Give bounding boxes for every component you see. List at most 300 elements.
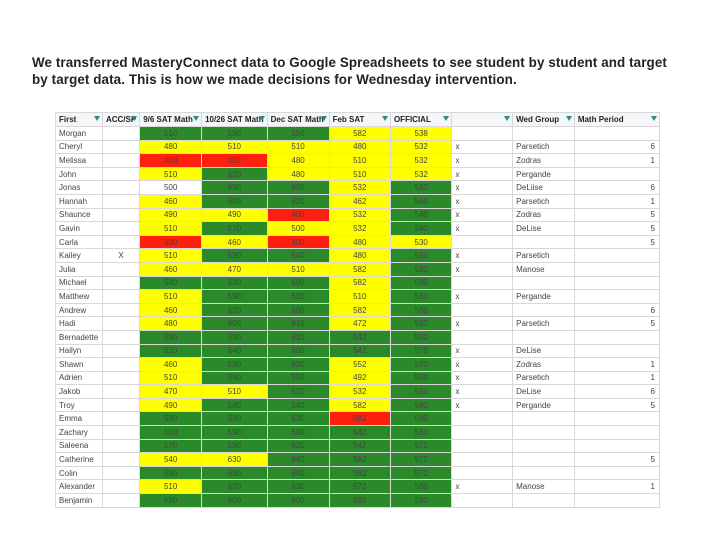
score-cell[interactable]: 590 <box>202 412 268 426</box>
wed-group-cell[interactable] <box>513 276 575 290</box>
score-cell[interactable]: 400 <box>140 235 202 249</box>
score-cell[interactable]: 550 <box>267 127 329 141</box>
score-cell[interactable]: 532 <box>329 222 390 236</box>
math-period-cell[interactable]: 6 <box>574 385 659 399</box>
intervention-mark-cell[interactable]: x <box>452 385 513 399</box>
math-period-cell[interactable] <box>574 412 659 426</box>
score-cell[interactable]: 480 <box>329 235 390 249</box>
score-cell[interactable]: 552 <box>329 358 390 372</box>
student-name-cell[interactable]: John <box>56 167 103 181</box>
accommodation-cell[interactable] <box>102 222 139 236</box>
math-period-cell[interactable]: 5 <box>574 235 659 249</box>
score-cell[interactable]: 510 <box>267 140 329 154</box>
score-cell[interactable]: 590 <box>140 412 202 426</box>
score-cell[interactable]: 480 <box>329 249 390 263</box>
intervention-mark-cell[interactable]: x <box>452 371 513 385</box>
accommodation-cell[interactable] <box>102 290 139 304</box>
score-cell[interactable]: 540 <box>202 398 268 412</box>
score-cell[interactable]: 630 <box>267 480 329 494</box>
column-header[interactable] <box>329 113 390 127</box>
score-cell[interactable]: 470 <box>202 262 268 276</box>
score-cell[interactable]: 582 <box>329 262 390 276</box>
accommodation-cell[interactable] <box>102 466 139 480</box>
score-cell[interactable]: 510 <box>140 167 202 181</box>
accommodation-cell[interactable] <box>102 453 139 467</box>
score-cell[interactable]: 550 <box>267 371 329 385</box>
score-cell[interactable]: 530 <box>390 303 452 317</box>
math-period-cell[interactable] <box>574 330 659 344</box>
wed-group-cell[interactable] <box>513 235 575 249</box>
column-header[interactable] <box>267 113 329 127</box>
column-header[interactable] <box>102 113 139 127</box>
student-name-cell[interactable]: Hannah <box>56 194 103 208</box>
accommodation-cell[interactable] <box>102 303 139 317</box>
score-cell[interactable]: 690 <box>202 181 268 195</box>
score-cell[interactable]: 530 <box>390 412 452 426</box>
student-name-cell[interactable]: Gavin <box>56 222 103 236</box>
accommodation-cell[interactable] <box>102 167 139 181</box>
wed-group-cell[interactable]: Parsetich <box>513 249 575 263</box>
accommodation-cell[interactable] <box>102 208 139 222</box>
intervention-mark-cell[interactable] <box>452 276 513 290</box>
score-cell[interactable]: 530 <box>390 262 452 276</box>
score-cell[interactable]: 540 <box>390 208 452 222</box>
student-name-cell[interactable]: Emma <box>56 412 103 426</box>
student-name-cell[interactable]: Hadi <box>56 317 103 331</box>
filter-icon[interactable] <box>566 116 572 121</box>
score-cell[interactable]: 690 <box>267 344 329 358</box>
wed-group-cell[interactable]: Pergande <box>513 398 575 412</box>
score-cell[interactable]: 600 <box>202 194 268 208</box>
intervention-mark-cell[interactable]: x <box>452 194 513 208</box>
score-cell[interactable]: 530 <box>390 480 452 494</box>
score-cell[interactable]: 572 <box>390 439 452 453</box>
score-cell[interactable]: 570 <box>202 222 268 236</box>
accommodation-cell[interactable]: X <box>102 249 139 263</box>
score-cell[interactable]: 400 <box>267 235 329 249</box>
score-cell[interactable]: 542 <box>329 426 390 440</box>
score-cell[interactable]: 590 <box>140 330 202 344</box>
score-cell[interactable]: 690 <box>267 181 329 195</box>
intervention-mark-cell[interactable]: x <box>452 290 513 304</box>
student-name-cell[interactable]: Catherine <box>56 453 103 467</box>
column-header[interactable] <box>390 113 452 127</box>
wed-group-cell[interactable]: Manose <box>513 480 575 494</box>
filter-icon[interactable] <box>382 116 388 121</box>
score-cell[interactable]: 460 <box>140 303 202 317</box>
intervention-mark-cell[interactable]: x <box>452 344 513 358</box>
score-cell[interactable]: 540 <box>390 222 452 236</box>
score-cell[interactable]: 530 <box>390 385 452 399</box>
score-cell[interactable]: 582 <box>329 466 390 480</box>
accommodation-cell[interactable] <box>102 276 139 290</box>
wed-group-cell[interactable] <box>513 426 575 440</box>
score-cell[interactable]: 530 <box>390 426 452 440</box>
filter-icon[interactable] <box>94 116 100 121</box>
student-name-cell[interactable]: Bernadette <box>56 330 103 344</box>
intervention-mark-cell[interactable] <box>452 235 513 249</box>
score-cell[interactable]: 400 <box>267 208 329 222</box>
score-cell[interactable]: 542 <box>329 344 390 358</box>
score-cell[interactable]: 480 <box>267 154 329 168</box>
math-period-cell[interactable]: 1 <box>574 154 659 168</box>
intervention-mark-cell[interactable]: x <box>452 358 513 372</box>
score-cell[interactable]: 582 <box>329 412 390 426</box>
accommodation-cell[interactable] <box>102 385 139 399</box>
math-period-cell[interactable] <box>574 290 659 304</box>
math-period-cell[interactable]: 6 <box>574 140 659 154</box>
score-cell[interactable]: 620 <box>202 167 268 181</box>
intervention-mark-cell[interactable]: x <box>452 154 513 168</box>
math-period-cell[interactable]: 1 <box>574 371 659 385</box>
accommodation-cell[interactable] <box>102 494 139 508</box>
accommodation-cell[interactable] <box>102 140 139 154</box>
math-period-cell[interactable]: 5 <box>574 398 659 412</box>
math-period-cell[interactable]: 5 <box>574 453 659 467</box>
intervention-mark-cell[interactable] <box>452 127 513 141</box>
student-name-cell[interactable]: Shawn <box>56 358 103 372</box>
score-cell[interactable]: 540 <box>267 249 329 263</box>
accommodation-cell[interactable] <box>102 439 139 453</box>
score-cell[interactable]: 460 <box>140 262 202 276</box>
student-name-cell[interactable]: Morgan <box>56 127 103 141</box>
score-cell[interactable]: 600 <box>202 317 268 331</box>
score-cell[interactable]: 510 <box>140 371 202 385</box>
score-cell[interactable]: 690 <box>267 426 329 440</box>
accommodation-cell[interactable] <box>102 262 139 276</box>
score-cell[interactable]: 532 <box>390 167 452 181</box>
student-name-cell[interactable]: Colin <box>56 466 103 480</box>
score-cell[interactable]: 460 <box>202 235 268 249</box>
score-cell[interactable]: 600 <box>267 494 329 508</box>
score-cell[interactable]: 510 <box>329 167 390 181</box>
accommodation-cell[interactable] <box>102 317 139 331</box>
score-cell[interactable]: 532 <box>329 181 390 195</box>
wed-group-cell[interactable]: Manose <box>513 262 575 276</box>
score-cell[interactable]: 572 <box>390 453 452 467</box>
score-cell[interactable]: 620 <box>202 303 268 317</box>
score-cell[interactable]: 530 <box>390 235 452 249</box>
student-name-cell[interactable]: Alexander <box>56 480 103 494</box>
score-cell[interactable]: 540 <box>267 398 329 412</box>
filter-icon[interactable] <box>504 116 510 121</box>
score-cell[interactable]: 492 <box>329 371 390 385</box>
student-name-cell[interactable]: Adrien <box>56 371 103 385</box>
intervention-mark-cell[interactable]: x <box>452 222 513 236</box>
score-cell[interactable]: 690 <box>267 276 329 290</box>
score-cell[interactable]: 590 <box>202 330 268 344</box>
score-cell[interactable]: 510 <box>267 262 329 276</box>
intervention-mark-cell[interactable]: x <box>452 262 513 276</box>
score-cell[interactable]: 670 <box>202 480 268 494</box>
intervention-mark-cell[interactable] <box>452 412 513 426</box>
math-period-cell[interactable] <box>574 249 659 263</box>
filter-icon[interactable] <box>651 116 657 121</box>
score-cell[interactable]: 540 <box>140 453 202 467</box>
student-name-cell[interactable]: Julia <box>56 262 103 276</box>
column-header[interactable] <box>56 113 103 127</box>
wed-group-cell[interactable]: Parsetich <box>513 371 575 385</box>
score-cell[interactable]: 570 <box>390 358 452 372</box>
score-cell[interactable]: 460 <box>140 358 202 372</box>
score-cell[interactable]: 690 <box>267 303 329 317</box>
score-cell[interactable]: 530 <box>390 249 452 263</box>
score-cell[interactable]: 530 <box>390 371 452 385</box>
score-cell[interactable]: 530 <box>390 494 452 508</box>
intervention-mark-cell[interactable] <box>452 439 513 453</box>
score-cell[interactable]: 630 <box>202 276 268 290</box>
score-cell[interactable]: 590 <box>202 426 268 440</box>
student-name-cell[interactable]: Matthew <box>56 290 103 304</box>
intervention-mark-cell[interactable]: x <box>452 140 513 154</box>
score-cell[interactable]: 532 <box>390 330 452 344</box>
score-cell[interactable]: 540 <box>140 276 202 290</box>
score-cell[interactable]: 462 <box>329 194 390 208</box>
accommodation-cell[interactable] <box>102 235 139 249</box>
student-name-cell[interactable]: Hailyn <box>56 344 103 358</box>
intervention-mark-cell[interactable] <box>452 303 513 317</box>
score-cell[interactable]: 590 <box>202 358 268 372</box>
math-period-cell[interactable]: 6 <box>574 181 659 195</box>
wed-group-cell[interactable] <box>513 453 575 467</box>
accommodation-cell[interactable] <box>102 371 139 385</box>
student-name-cell[interactable]: Zachary <box>56 426 103 440</box>
math-period-cell[interactable] <box>574 276 659 290</box>
wed-group-cell[interactable]: Pergande <box>513 290 575 304</box>
accommodation-cell[interactable] <box>102 194 139 208</box>
score-cell[interactable]: 510 <box>267 385 329 399</box>
math-period-cell[interactable] <box>574 127 659 141</box>
wed-group-cell[interactable]: Parsetich <box>513 317 575 331</box>
score-cell[interactable]: 530 <box>390 276 452 290</box>
score-cell[interactable]: 510 <box>202 140 268 154</box>
score-cell[interactable]: 540 <box>202 371 268 385</box>
column-header[interactable] <box>202 113 268 127</box>
wed-group-cell[interactable]: Zodras <box>513 358 575 372</box>
wed-group-cell[interactable] <box>513 412 575 426</box>
intervention-mark-cell[interactable] <box>452 494 513 508</box>
student-name-cell[interactable]: Andrew <box>56 303 103 317</box>
math-period-cell[interactable] <box>574 167 659 181</box>
score-cell[interactable]: 490 <box>140 398 202 412</box>
intervention-mark-cell[interactable]: x <box>452 480 513 494</box>
student-name-cell[interactable]: Shaunce <box>56 208 103 222</box>
wed-group-cell[interactable] <box>513 494 575 508</box>
score-cell[interactable]: 572 <box>329 480 390 494</box>
score-cell[interactable]: 590 <box>202 127 268 141</box>
wed-group-cell[interactable]: Zodras <box>513 208 575 222</box>
wed-group-cell[interactable]: Parsetich <box>513 194 575 208</box>
score-cell[interactable]: 540 <box>390 181 452 195</box>
score-cell[interactable]: 620 <box>267 358 329 372</box>
score-cell[interactable]: 600 <box>202 494 268 508</box>
math-period-cell[interactable]: 1 <box>574 358 659 372</box>
filter-icon[interactable] <box>131 116 137 121</box>
intervention-mark-cell[interactable]: x <box>452 317 513 331</box>
wed-group-cell[interactable] <box>513 466 575 480</box>
score-cell[interactable]: 582 <box>329 398 390 412</box>
wed-group-cell[interactable]: Pergande <box>513 167 575 181</box>
math-period-cell[interactable]: 6 <box>574 303 659 317</box>
score-cell[interactable]: 610 <box>267 317 329 331</box>
score-cell[interactable]: 510 <box>140 290 202 304</box>
filter-icon[interactable] <box>193 116 199 121</box>
student-name-cell[interactable]: Jonas <box>56 181 103 195</box>
score-cell[interactable]: 510 <box>329 154 390 168</box>
score-cell[interactable]: 562 <box>329 453 390 467</box>
accommodation-cell[interactable] <box>102 480 139 494</box>
score-cell[interactable]: 540 <box>390 194 452 208</box>
math-period-cell[interactable]: 5 <box>574 317 659 331</box>
intervention-mark-cell[interactable]: x <box>452 181 513 195</box>
accommodation-cell[interactable] <box>102 127 139 141</box>
wed-group-cell[interactable]: DeLiise <box>513 181 575 195</box>
accommodation-cell[interactable] <box>102 344 139 358</box>
score-cell[interactable]: 480 <box>267 167 329 181</box>
score-cell[interactable]: 590 <box>202 439 268 453</box>
math-period-cell[interactable]: 5 <box>574 222 659 236</box>
filter-icon[interactable] <box>259 116 265 121</box>
score-cell[interactable]: 500 <box>267 222 329 236</box>
score-cell[interactable]: 640 <box>267 466 329 480</box>
accommodation-cell[interactable] <box>102 154 139 168</box>
score-cell[interactable]: 570 <box>140 439 202 453</box>
score-cell[interactable]: 690 <box>202 466 268 480</box>
score-cell[interactable]: 550 <box>140 494 202 508</box>
wed-group-cell[interactable] <box>513 303 575 317</box>
score-cell[interactable]: 470 <box>140 385 202 399</box>
math-period-cell[interactable]: 1 <box>574 480 659 494</box>
wed-group-cell[interactable]: DeLise <box>513 222 575 236</box>
intervention-mark-cell[interactable]: x <box>452 249 513 263</box>
score-cell[interactable]: 400 <box>202 154 268 168</box>
score-cell[interactable]: 582 <box>329 276 390 290</box>
score-cell[interactable]: 582 <box>329 494 390 508</box>
score-cell[interactable]: 620 <box>267 439 329 453</box>
score-cell[interactable]: 400 <box>140 154 202 168</box>
intervention-mark-cell[interactable]: x <box>452 167 513 181</box>
intervention-mark-cell[interactable]: x <box>452 398 513 412</box>
accommodation-cell[interactable] <box>102 412 139 426</box>
score-cell[interactable]: 610 <box>267 330 329 344</box>
score-cell[interactable]: 480 <box>140 140 202 154</box>
score-cell[interactable]: 540 <box>390 398 452 412</box>
score-cell[interactable]: 532 <box>390 140 452 154</box>
score-cell[interactable]: 510 <box>329 290 390 304</box>
student-name-cell[interactable]: Jakob <box>56 385 103 399</box>
score-cell[interactable]: 590 <box>202 249 268 263</box>
score-cell[interactable]: 472 <box>329 317 390 331</box>
column-header[interactable] <box>513 113 575 127</box>
column-header[interactable] <box>452 113 513 127</box>
score-cell[interactable]: 582 <box>329 303 390 317</box>
wed-group-cell[interactable] <box>513 439 575 453</box>
math-period-cell[interactable] <box>574 344 659 358</box>
math-period-cell[interactable]: 5 <box>574 208 659 222</box>
score-cell[interactable]: 510 <box>140 480 202 494</box>
filter-icon[interactable] <box>443 116 449 121</box>
column-header[interactable] <box>574 113 659 127</box>
intervention-mark-cell[interactable] <box>452 426 513 440</box>
score-cell[interactable]: 480 <box>329 140 390 154</box>
score-cell[interactable]: 542 <box>329 439 390 453</box>
score-cell[interactable]: 620 <box>267 194 329 208</box>
score-cell[interactable]: 570 <box>390 344 452 358</box>
score-cell[interactable]: 500 <box>140 426 202 440</box>
student-name-cell[interactable]: Michael <box>56 276 103 290</box>
score-cell[interactable]: 532 <box>329 385 390 399</box>
score-cell[interactable]: 590 <box>202 290 268 304</box>
score-cell[interactable]: 510 <box>140 249 202 263</box>
accommodation-cell[interactable] <box>102 426 139 440</box>
accommodation-cell[interactable] <box>102 398 139 412</box>
intervention-mark-cell[interactable] <box>452 453 513 467</box>
wed-group-cell[interactable] <box>513 330 575 344</box>
math-period-cell[interactable] <box>574 494 659 508</box>
score-cell[interactable]: 530 <box>390 290 452 304</box>
score-cell[interactable]: 490 <box>202 208 268 222</box>
accommodation-cell[interactable] <box>102 330 139 344</box>
student-name-cell[interactable]: Cheryl <box>56 140 103 154</box>
wed-group-cell[interactable] <box>513 127 575 141</box>
wed-group-cell[interactable]: Parsetich <box>513 140 575 154</box>
wed-group-cell[interactable]: Zodras <box>513 154 575 168</box>
math-period-cell[interactable] <box>574 262 659 276</box>
wed-group-cell[interactable]: DeLise <box>513 385 575 399</box>
intervention-mark-cell[interactable] <box>452 466 513 480</box>
score-cell[interactable]: 630 <box>267 290 329 304</box>
score-cell[interactable]: 510 <box>140 127 202 141</box>
score-cell[interactable]: 582 <box>329 127 390 141</box>
score-cell[interactable]: 640 <box>202 344 268 358</box>
accommodation-cell[interactable] <box>102 181 139 195</box>
score-cell[interactable]: 510 <box>202 385 268 399</box>
score-cell[interactable]: 630 <box>267 412 329 426</box>
score-cell[interactable]: 590 <box>140 466 202 480</box>
score-cell[interactable]: 640 <box>267 453 329 467</box>
score-cell[interactable]: 538 <box>390 127 452 141</box>
score-cell[interactable]: 460 <box>140 194 202 208</box>
score-cell[interactable]: 542 <box>329 330 390 344</box>
student-name-cell[interactable]: Benjamin <box>56 494 103 508</box>
score-cell[interactable]: 500 <box>140 181 202 195</box>
score-cell[interactable]: 510 <box>140 222 202 236</box>
score-cell[interactable]: 490 <box>140 208 202 222</box>
intervention-mark-cell[interactable] <box>452 330 513 344</box>
score-cell[interactable]: 480 <box>140 317 202 331</box>
wed-group-cell[interactable]: DeLise <box>513 344 575 358</box>
score-cell[interactable]: 572 <box>390 466 452 480</box>
student-name-cell[interactable]: Troy <box>56 398 103 412</box>
student-name-cell[interactable]: Melissa <box>56 154 103 168</box>
intervention-mark-cell[interactable]: x <box>452 208 513 222</box>
accommodation-cell[interactable] <box>102 358 139 372</box>
student-name-cell[interactable]: Saleena <box>56 439 103 453</box>
math-period-cell[interactable] <box>574 466 659 480</box>
math-period-cell[interactable] <box>574 439 659 453</box>
score-cell[interactable]: 530 <box>390 317 452 331</box>
student-name-cell[interactable]: Carla <box>56 235 103 249</box>
score-cell[interactable]: 630 <box>202 453 268 467</box>
student-name-cell[interactable]: Kailey <box>56 249 103 263</box>
score-cell[interactable]: 532 <box>329 208 390 222</box>
score-cell[interactable]: 520 <box>140 344 202 358</box>
math-period-cell[interactable] <box>574 426 659 440</box>
math-period-cell[interactable]: 1 <box>574 194 659 208</box>
score-cell[interactable]: 532 <box>390 154 452 168</box>
column-header[interactable] <box>140 113 202 127</box>
filter-icon[interactable] <box>321 116 327 121</box>
